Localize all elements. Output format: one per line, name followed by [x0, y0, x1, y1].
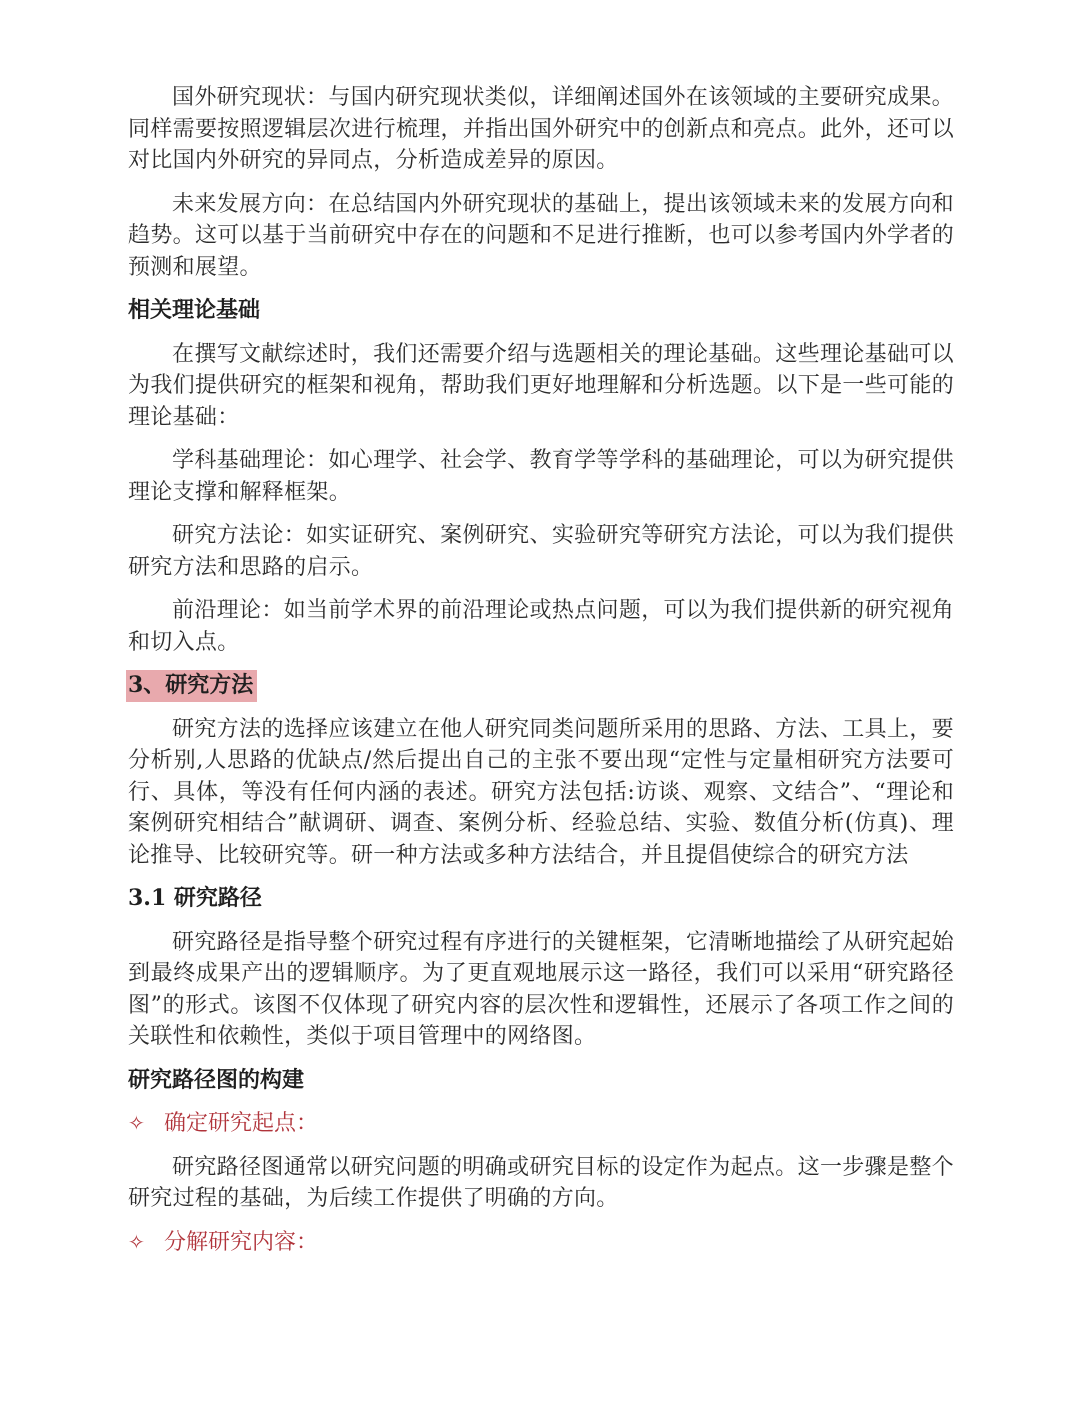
- bullet-label: 确定研究起点：: [164, 1111, 319, 1136]
- heading-research-path: 3.1 研究路径: [128, 885, 262, 911]
- bullet-label: 分解研究内容：: [164, 1229, 319, 1255]
- paragraph-foreign-research-status: 国外研究现状：与国内研究现状类似，详细阐述国外在该领域的主要研究成果。同样需要按照逻辑层次进行梳理，并指出国外研究中的创新点和亮点。此外，还可以对比国内外研究的异同点，分析造成差异的原因。: [128, 85, 954, 173]
- paragraph-frontier-theory: 前沿理论：如当前学术界的前沿理论或热点问题，可以为我们提供新的研究视角和切入点。: [128, 598, 954, 655]
- heading-path-diagram-construction: 研究路径图的构建: [128, 1066, 305, 1093]
- bullet-decompose-content: [128, 1227, 954, 1259]
- paragraph-research-path: 研究路径是指导整个研究过程有序进行的关键框架，它清晰地描绘了从研究起始到最终成果产出的逻辑顺序。为了更直观地展示这一路径，我们可以采用“研究路径图”的形式。该图不仅体现了研究内容的层次性和逻辑性，还展示了各项工作之间的关联性和依赖性，类似于项目管理中的网络图。: [128, 929, 954, 1049]
- paragraph-research-methods: 研究方法的选择应该建立在他人研究同类问题所采用的思路、方法、工具上，要分析别,人思路的优缺点/然后提出自己的主张不要出现“定性与定量相研究方法要可行、具体，等没有任何内涵的表述。研究方法包括:访谈、观察、文结合”、“理论和案例研究相结合”献调研、调查、案例分析、经验总结、实验、数值分析(仿真)、理论推导、比较研究等。研一种方法或多种方法结合，并且提倡使综合的研究方法: [128, 716, 954, 868]
- highlighted-heading-text: 3、研究方法: [126, 670, 257, 702]
- four-point-star-outline-icon: ✧: [128, 1111, 145, 1135]
- bullet-determine-start: [128, 1108, 954, 1140]
- paragraph-theory-intro: 在撰写文献综述时，我们还需要介绍与选题相关的理论基础。这些理论基础可以为我们提供研究的框架和视角，帮助我们更好地理解和分析选题。以下是一些可能的理论基础：: [128, 341, 954, 430]
- paragraph-discipline-theory: 学科基础理论：如心理学、社会学、教育学等学科的基础理论，可以为研究提供理论支撑和解释框架。: [128, 448, 954, 505]
- document-page: [128, 82, 954, 1270]
- paragraph-path-start: 研究路径图通常以研究问题的明确或研究目标的设定作为起点。这一步骤是整个研究过程的基础，为后续工作提供了明确的方向。: [128, 1154, 954, 1211]
- four-point-star-outline-icon: ✧: [128, 1229, 145, 1254]
- paragraph-methodology: 研究方法论：如实证研究、案例研究、实验研究等研究方法论，可以为我们提供研究方法和思路的启示。: [128, 523, 954, 580]
- heading-research-methods: [128, 670, 954, 702]
- heading-theory-basis: 相关理论基础: [128, 297, 261, 323]
- paragraph-future-direction: 未来发展方向：在总结国内外研究现状的基础上，提出该领域未来的发展方向和趋势。这可以基于当前研究中存在的问题和不足进行推断，也可以参考国内外学者的预测和展望。: [128, 191, 954, 280]
